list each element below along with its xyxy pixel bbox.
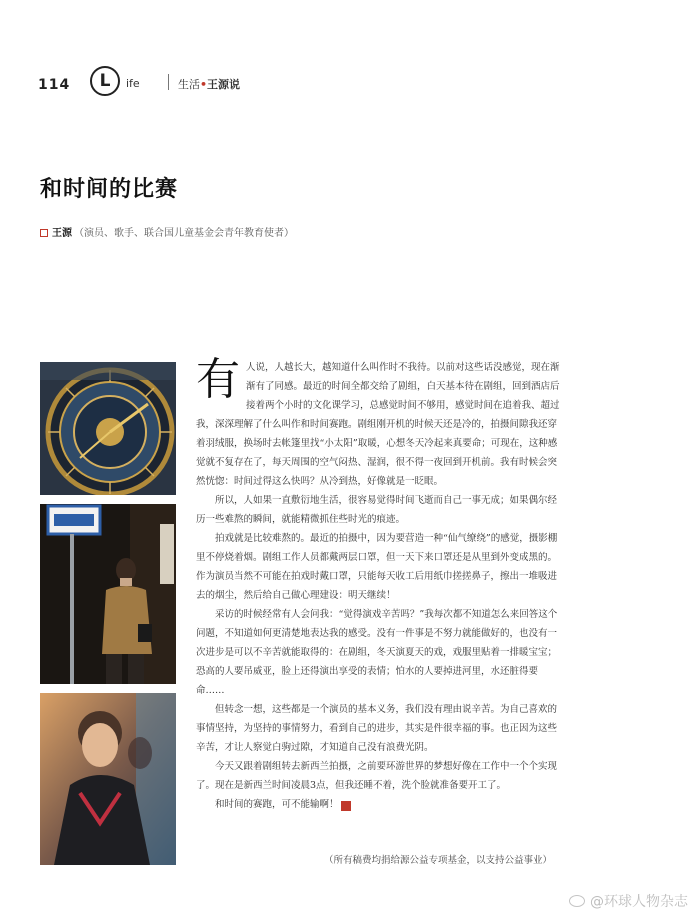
author-name: 王源 [52,228,72,239]
donation-note: （所有稿费均捐给源公益专项基金，以支持公益事业） [323,855,552,866]
section-label [178,76,240,92]
paragraph-3: 拍戏就是比较难熬的。最近的拍摄中，因为要营造一种“仙气缭绕”的感觉，摄影棚里不停烧着烟。剧组工作人员都戴两层口罩，但一天下来口罩还是从里到外变成黑的。作为演员当然不可能在拍戏时戴口罩，只能每天收工后用纸巾搓搓鼻子，擦出一堆吸进去的烟尘，然后给自己做心理建设：明天继续！ [196,533,558,601]
astronomical-clock-photo [40,362,176,495]
paragraph-2: 所以，人如果一直敷衍地生活，很容易觉得时间飞逝而自己一事无成；如果偶尔经历一些难熬的瞬间，就能精微抓住些时光的痕迹。 [196,495,558,525]
life-logo-suffix: ife [126,77,140,90]
page-number: 114 [38,77,71,93]
section-name: 王源说 [207,78,241,91]
section-category: 生活 [178,78,200,91]
header-divider [168,74,169,90]
article-title: 和时间的比赛 [40,176,179,202]
portrait-photo [40,693,176,865]
section-dot: • [200,78,208,91]
paragraph-4: 采访的时候经常有人会问我：“觉得演戏辛苦吗？”我每次都不知道怎么来回答这个问题，不知道如何更清楚地表达我的感受。没有一件事是不努力就能做好的，也没有一次进步是可以不辛苦就能取得的：在剧组，冬天演夏天的戏，戏服里贴着一排暖宝宝；恐高的人要吊威亚，脸上还得演出享受的表情；怕水的人要掉进河里，水还脏得要命…… [196,609,558,696]
author-line [40,224,294,239]
author-marker-icon [40,229,48,237]
author-bio: （演员、歌手、联合国儿童基金会青年教育使者） [74,228,294,239]
page-header [38,64,638,104]
person-street-sign-photo [40,504,176,684]
paragraph-7: 和时间的赛跑，可不能输啊！ G [215,799,367,810]
drop-cap: 有 [196,354,240,405]
paragraph-5: 但转念一想，这些都是一个演员的基本义务，我们没有理由说辛苦。为自己喜欢的事情坚持，为坚持的事情努力，看到自己的进步，其实是件很幸福的事。也正因为这些辛苦，才让人察觉白驹过隙，才知道自己没有浪费光阴。 [196,704,558,753]
article-body [196,354,566,814]
life-logo-letter: L [90,66,120,96]
paragraph-6: 今天又跟着剧组转去新西兰拍摄，之前要环游世界的梦想好像在工作中一个个实现了。现在是新西兰时间凌晨3点，但我还睡不着，洗个脸就准备要开工了。 [196,761,558,791]
weibo-icon [569,895,585,907]
paragraph-1: 有人说，人越长大，越知道什么叫作时不我待。以前对这些话没感觉，现在渐渐有了同感。最近的时间全都交给了剧组，白天基本待在剧组，回到酒店后接着两个小时的文化课学习，总感觉时间不够用，感觉时间在追着我、超过我，深深理解了什么叫作和时间赛跑。剧组刚开机的时候天还是冷的，拍摄间隙我还穿着羽绒服，换场时去帐篷里找“小太阳”取暖，心想冬天冷起来真要命；可现在，这种感觉就不复存在了，每天周围的空气闷热、湿润，很不得一夜回到开机前。我有时候会突然恍惚：时间过得这么快吗？从冷到热，好像就是一眨眼。 [196,354,560,487]
weibo-watermark: @环球人物杂志 [569,891,688,911]
end-mark-icon: G [341,801,351,811]
